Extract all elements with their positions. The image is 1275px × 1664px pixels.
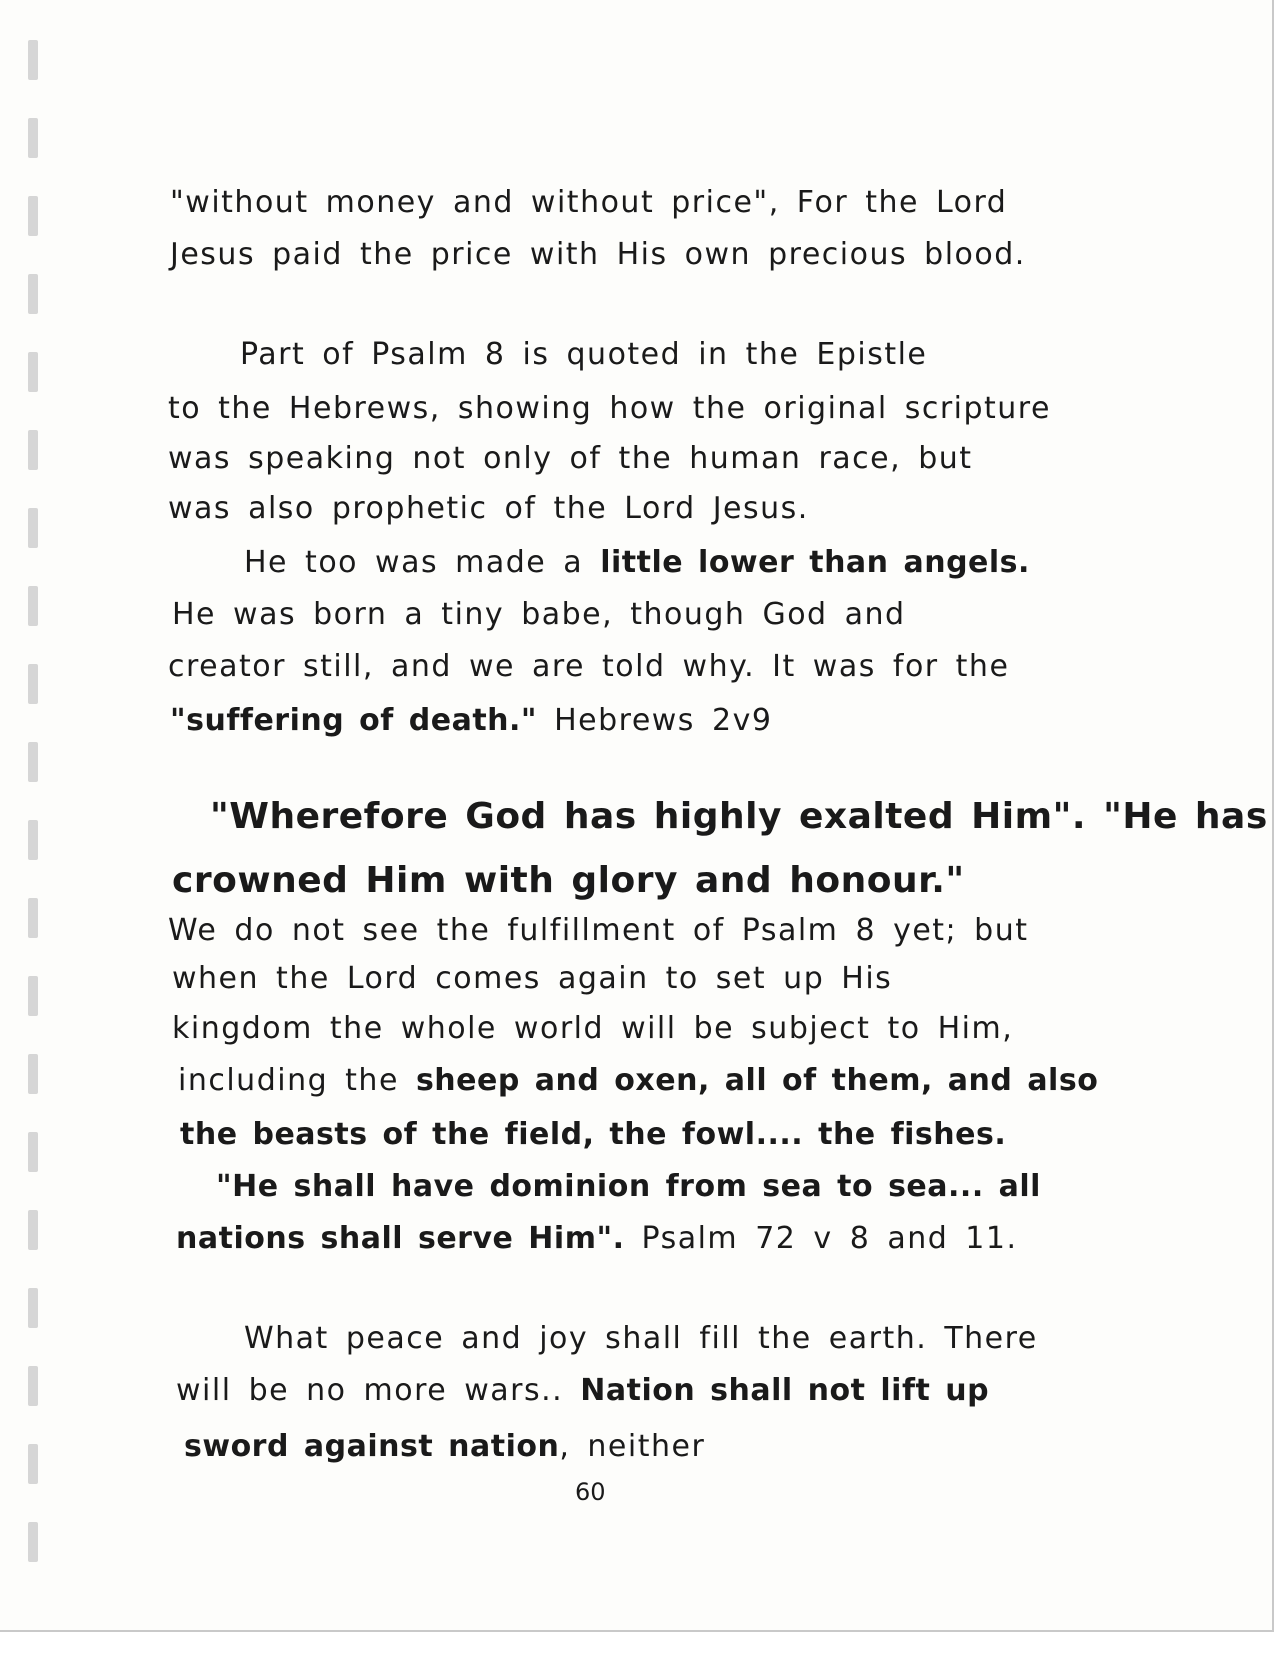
text-line bbox=[216, 1168, 1041, 1206]
bold-text-segment: sheep and oxen, all of them, and also bbox=[415, 1063, 1099, 1098]
binding-hole bbox=[28, 1210, 38, 1250]
text-line bbox=[244, 544, 1030, 582]
bold-text-segment: "He shall have dominion from sea to sea... all bbox=[216, 1169, 1041, 1204]
spiral-binding bbox=[28, 40, 40, 1610]
text-segment: to the Hebrews, showing how the original scripture bbox=[168, 391, 1051, 426]
binding-hole bbox=[28, 976, 38, 1016]
text-line bbox=[170, 184, 1007, 222]
text-segment: kingdom the whole world will be subject to Him, bbox=[172, 1011, 1014, 1046]
text-segment: when the Lord comes again to set up His bbox=[172, 961, 893, 996]
text-line bbox=[172, 1010, 1013, 1048]
bold-text-segment: sword against nation bbox=[184, 1429, 560, 1464]
text-line bbox=[178, 1062, 1098, 1100]
text-segment: including the bbox=[178, 1063, 416, 1098]
text-segment: Jesus paid the price with His own precious blood. bbox=[170, 237, 1026, 272]
text-line bbox=[170, 236, 1026, 274]
text-segment: Psalm 72 v 8 and 11. bbox=[624, 1221, 1018, 1256]
bold-text-segment: Nation shall not lift up bbox=[580, 1373, 990, 1408]
binding-hole bbox=[28, 742, 38, 782]
text-line bbox=[168, 648, 1009, 686]
binding-hole bbox=[28, 40, 38, 80]
binding-hole bbox=[28, 508, 38, 548]
text-line bbox=[168, 490, 809, 528]
text-line bbox=[184, 1428, 705, 1466]
binding-hole bbox=[28, 1054, 38, 1094]
text-segment: He too was made a bbox=[244, 545, 601, 580]
text-line bbox=[176, 1220, 1018, 1258]
bold-text-segment: nations shall serve Him". bbox=[176, 1221, 625, 1256]
text-segment: creator still, and we are told why. It was for the bbox=[168, 649, 1010, 684]
binding-hole bbox=[28, 1132, 38, 1172]
binding-hole bbox=[28, 1288, 38, 1328]
text-line bbox=[172, 960, 892, 998]
bold-text-segment: crowned Him with glory and honour." bbox=[172, 860, 965, 901]
text-line bbox=[170, 702, 772, 740]
text-line bbox=[168, 912, 1029, 950]
binding-hole bbox=[28, 430, 38, 470]
page-number: 60 bbox=[575, 1478, 606, 1506]
binding-hole bbox=[28, 196, 38, 236]
text-line bbox=[172, 596, 906, 634]
binding-hole bbox=[28, 1444, 38, 1484]
text-segment: , neither bbox=[559, 1429, 706, 1464]
binding-hole bbox=[28, 274, 38, 314]
bold-text-segment: "Wherefore God has highly exalted Him". "He has bbox=[210, 796, 1268, 837]
binding-hole bbox=[28, 664, 38, 704]
text-segment: We do not see the fulfillment of Psalm 8 yet; but bbox=[168, 913, 1029, 948]
text-line bbox=[172, 862, 965, 900]
bold-text-segment: the beasts of the field, the fowl.... the fishes. bbox=[180, 1117, 1007, 1152]
text-line bbox=[210, 798, 1268, 836]
binding-hole bbox=[28, 352, 38, 392]
text-segment: was also prophetic of the Lord Jesus. bbox=[168, 491, 809, 526]
bold-text-segment: "suffering of death." bbox=[170, 703, 538, 738]
text-segment: Hebrews 2v9 bbox=[537, 703, 773, 738]
binding-hole bbox=[28, 586, 38, 626]
text-segment: What peace and joy shall fill the earth. There bbox=[244, 1321, 1038, 1356]
text-line bbox=[176, 1372, 989, 1410]
binding-hole bbox=[28, 1522, 38, 1562]
text-line bbox=[240, 336, 927, 374]
text-line bbox=[244, 1320, 1038, 1358]
text-line bbox=[180, 1116, 1006, 1154]
binding-hole bbox=[28, 118, 38, 158]
text-line bbox=[168, 390, 1051, 428]
text-segment: "without money and without price", For the Lord bbox=[170, 185, 1008, 220]
text-segment: will be no more wars.. bbox=[176, 1373, 581, 1408]
bold-text-segment: little lower than angels. bbox=[600, 545, 1030, 580]
text-segment: was speaking not only of the human race, but bbox=[168, 441, 973, 476]
binding-hole bbox=[28, 1366, 38, 1406]
binding-hole bbox=[28, 898, 38, 938]
binding-hole bbox=[28, 820, 38, 860]
text-segment: Part of Psalm 8 is quoted in the Epistle bbox=[240, 337, 928, 372]
text-line bbox=[168, 440, 973, 478]
text-segment: He was born a tiny babe, though God and bbox=[172, 597, 906, 632]
